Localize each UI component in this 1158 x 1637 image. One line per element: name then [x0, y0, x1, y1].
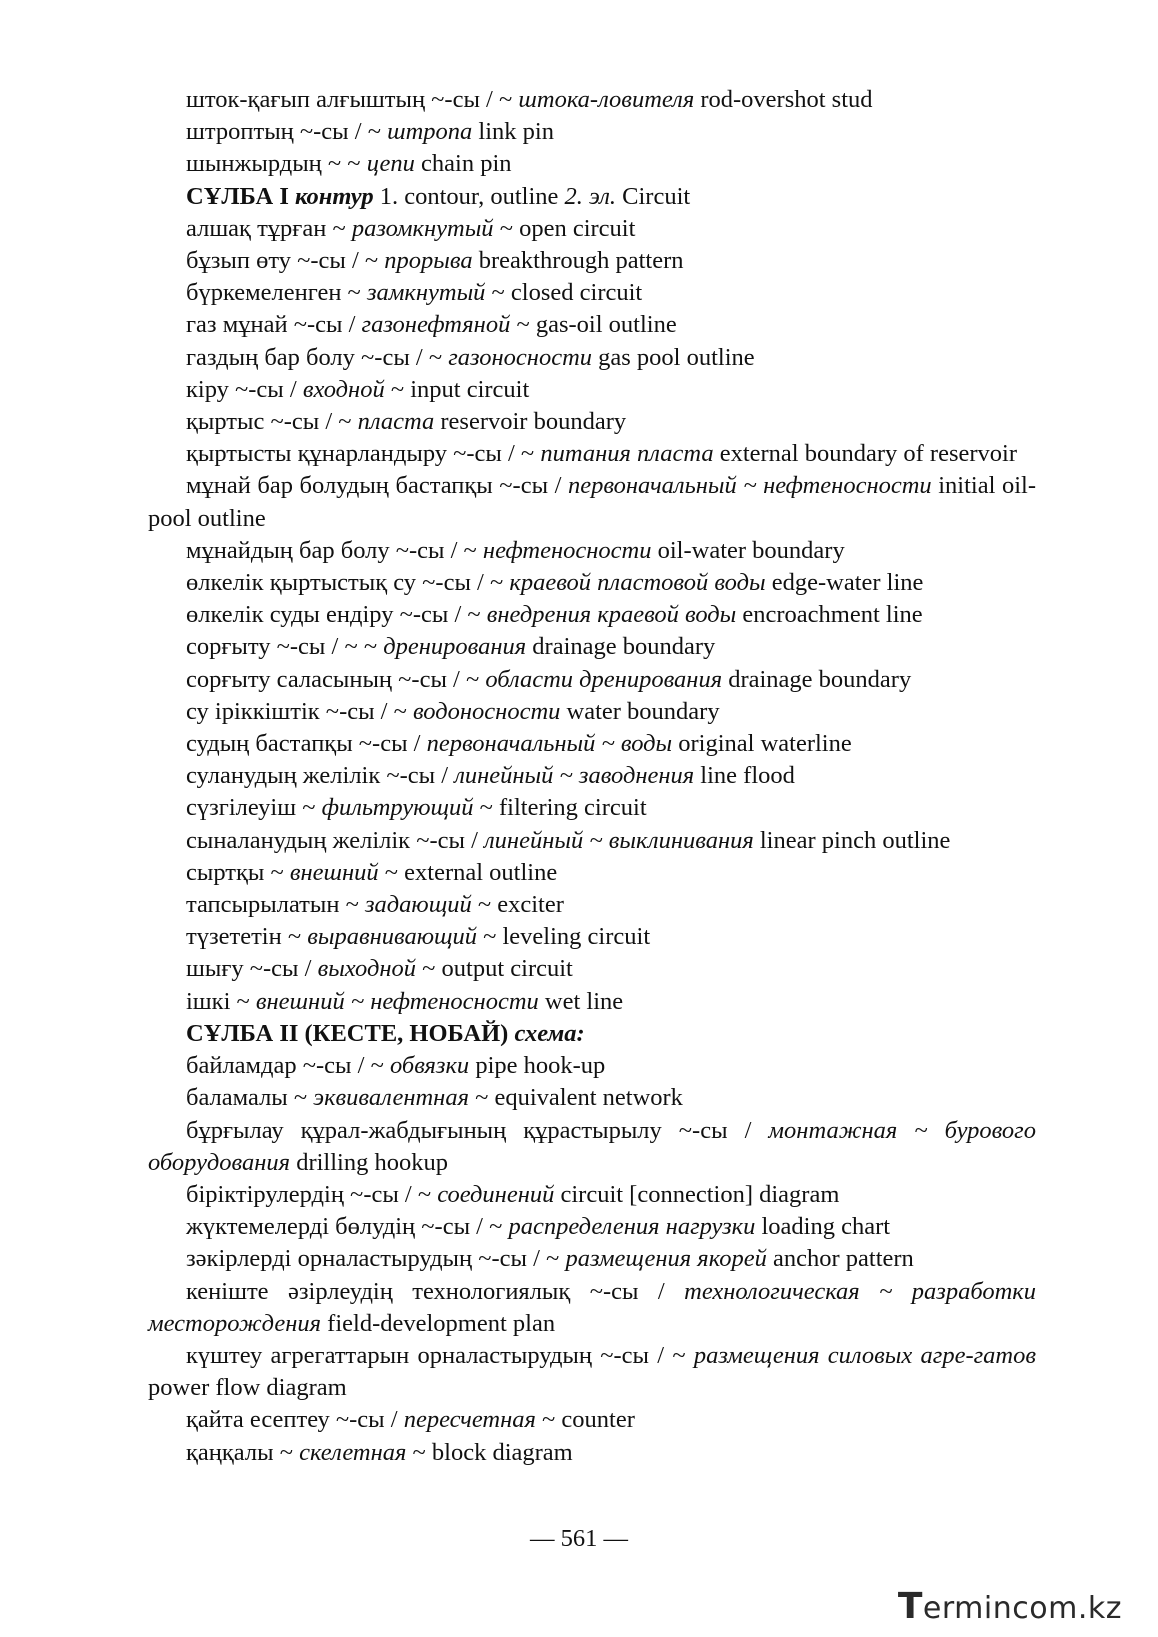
dictionary-entry	[148, 470, 1036, 534]
entry-text: ~ closed circuit	[485, 279, 643, 307]
entry-text: water boundary	[560, 697, 720, 725]
entry-text: сүзгілеуіш ~	[186, 794, 322, 822]
entry-text: circuit [connection] diagram	[554, 1180, 840, 1208]
dictionary-entry	[148, 792, 1036, 824]
russian-term: размещения якорей	[565, 1245, 767, 1273]
entry-text: ~ exciter	[471, 891, 564, 919]
entry-text: anchor pattern	[766, 1245, 914, 1273]
dictionary-entry	[148, 567, 1036, 599]
entry-text: сыналанудың желілік ~-сы /	[186, 826, 484, 854]
headword: СҰЛБА II (КЕСТЕ, НОБАЙ)	[186, 1019, 515, 1047]
entry-text: chain pin	[414, 150, 512, 178]
dictionary-entry	[148, 1243, 1036, 1275]
entry-text: сорғыту саласының ~-сы / ~	[186, 665, 486, 693]
russian-term: монтажная ~ бурового оборудования	[148, 1116, 1036, 1176]
entry-text: су іріккіштік ~-сы / ~	[186, 697, 413, 725]
entry-text: кеніште әзірлеудің технологиялық ~-сы /	[186, 1277, 685, 1305]
termincom-watermark	[898, 1586, 1122, 1627]
entry-text: ~ input circuit	[384, 375, 530, 403]
dictionary-entry	[148, 116, 1036, 148]
entry-text: ~ leveling circuit	[477, 923, 651, 951]
entry-text: loading chart	[755, 1213, 891, 1241]
entry-text: oil-water boundary	[651, 536, 845, 564]
entry-text: шток-қағып алғыштың ~-сы / ~	[186, 86, 519, 113]
entry-text: reservoir boundary	[434, 408, 627, 436]
entry-text: rod-overshot stud	[694, 86, 873, 113]
entry-text: газ мұнай ~-сы /	[186, 311, 362, 339]
dictionary-entry	[148, 760, 1036, 792]
dictionary-entry	[148, 245, 1036, 277]
entry-text: мұнайдың бар болу ~-сы / ~	[186, 536, 483, 564]
entry-text: бұрғылау құрал-жабдығының құрастырылу ~-сы /	[186, 1116, 769, 1144]
russian-term: питания пласта	[540, 440, 714, 468]
entry-text: ~ gas-oil outline	[510, 311, 677, 339]
russian-term: соединений	[437, 1180, 555, 1208]
dictionary-entry	[148, 309, 1036, 341]
dictionary-entry	[148, 342, 1036, 374]
entry-text: 1. contour, outline	[373, 182, 565, 210]
page-number: — 561 —	[530, 1525, 628, 1552]
entry-text: жүктемелерді бөлудің ~-сы / ~	[186, 1213, 509, 1241]
entry-text: қыртыс ~-сы / ~	[186, 408, 358, 436]
russian-term: внешний	[289, 858, 379, 886]
headword: СҰЛБА I	[186, 182, 295, 210]
entry-text: drilling hookup	[290, 1148, 448, 1176]
russian-term: газоносности	[448, 343, 593, 371]
russian-term: краевой пластовой воды	[509, 569, 766, 597]
entry-text: power flow diagram	[148, 1374, 347, 1402]
entry-text: link pin	[472, 118, 554, 146]
entry-text: түзететін ~	[186, 923, 308, 951]
entry-text: edge-water line	[765, 569, 924, 597]
dictionary-entry	[148, 374, 1036, 406]
entry-text: ~ external outline	[378, 858, 558, 886]
entry-text: Circuit	[616, 182, 691, 210]
dictionary-entry	[148, 535, 1036, 567]
dictionary-entry	[148, 1276, 1036, 1340]
dictionary-entry	[148, 1082, 1036, 1114]
entry-text: біріктірулердің ~-сы / ~	[186, 1180, 438, 1208]
dictionary-entry	[148, 889, 1036, 921]
russian-term: распределения нагрузки	[508, 1213, 756, 1241]
dictionary-entry	[148, 986, 1036, 1018]
entry-text: қаңқалы ~	[186, 1438, 300, 1466]
entry-text: күштеу агрегаттарын орналастырудың ~-сы / ~	[186, 1341, 694, 1369]
dictionary-entry	[148, 631, 1036, 663]
russian-term: линейный ~ заводнения	[454, 762, 695, 790]
russian-term: прорыва	[384, 247, 473, 275]
russian-term: входной	[302, 375, 385, 403]
entry-text: ішкі ~	[186, 987, 256, 1015]
entry-text: бүркемеленген ~	[186, 279, 367, 307]
russian-term: линейный ~ выклинивания	[484, 826, 754, 854]
russian-term: штропа	[387, 118, 473, 146]
russian-term: первоначальный ~ воды	[426, 730, 673, 758]
russian-term: штока-ловителя	[518, 86, 695, 113]
entry-text: сыртқы ~	[186, 858, 290, 886]
russian-term: выравнивающий	[307, 923, 477, 951]
entry-text: drainage boundary	[526, 633, 716, 661]
dictionary-entry	[148, 664, 1036, 696]
entry-text: зәкірлерді орналастырудың ~-сы / ~	[186, 1245, 566, 1273]
dictionary-entry	[148, 406, 1036, 438]
russian-term: нефтеносности	[482, 536, 652, 564]
entry-text: тапсырылатын ~	[186, 891, 365, 919]
dictionary-entry	[148, 1018, 1036, 1050]
entry-text: initial oil-pool outline	[148, 472, 1036, 532]
dictionary-entry	[148, 181, 1036, 213]
dictionary-entry	[148, 1404, 1036, 1436]
dictionary-entry	[148, 438, 1036, 470]
russian-term: обвязки	[389, 1052, 470, 1080]
entry-text: ~ open circuit	[493, 214, 636, 242]
entry-text: суланудың желілік ~-сы /	[186, 762, 455, 790]
entry-text: судың бастапқы ~-сы /	[186, 730, 427, 758]
russian-term: технологическая ~ разработки месторождения	[148, 1277, 1036, 1337]
russian-term: размещения силовых агре-гатов	[693, 1341, 1036, 1369]
dictionary-entry	[148, 84, 1036, 116]
entry-text: газдың бар болу ~-сы / ~	[186, 343, 449, 371]
headword: схема:	[514, 1019, 585, 1047]
dictionary-entry	[148, 825, 1036, 857]
russian-term: замкнутый	[366, 279, 486, 307]
entry-text: pipe hook-up	[469, 1052, 606, 1080]
russian-term: газонефтяной	[361, 311, 511, 339]
entry-text: ~ filtering circuit	[473, 794, 647, 822]
dictionary-entry	[148, 1050, 1036, 1082]
entry-text: өлкелік қыртыстық су ~-сы / ~	[186, 569, 510, 597]
entry-text: алшақ тұрған ~	[186, 214, 352, 242]
entry-text: байламдар ~-сы / ~	[186, 1052, 390, 1080]
russian-term: водоносности	[413, 697, 561, 725]
entry-text: wet line	[538, 987, 624, 1015]
entry-text: қыртысты құнарландыру ~-сы / ~	[186, 440, 541, 468]
entry-text: ~ block diagram	[406, 1438, 573, 1466]
entry-text: шығу ~-сы /	[186, 955, 318, 983]
russian-term: внедрения краевой воды	[486, 601, 737, 629]
entry-text: сорғыту ~-сы / ~ ~	[186, 633, 384, 661]
entry-text: field-development plan	[321, 1309, 556, 1337]
dictionary-entry	[148, 277, 1036, 309]
entry-text: кіру ~-сы /	[186, 375, 303, 403]
entry-text: breakthrough pattern	[472, 247, 684, 275]
dictionary-page-body	[148, 84, 1036, 1469]
entry-text: drainage boundary	[722, 665, 912, 693]
watermark-initial: T	[897, 1586, 923, 1627]
dictionary-entry	[148, 1211, 1036, 1243]
entry-text: original waterline	[672, 730, 852, 758]
russian-term: внешний ~ нефтеносности	[255, 987, 539, 1015]
entry-text: өлкелік суды ендіру ~-сы / ~	[186, 601, 487, 629]
entry-text: штроптың ~-сы / ~	[186, 118, 388, 146]
russian-term: цепи	[366, 150, 415, 178]
russian-term: 2. эл.	[564, 182, 617, 210]
entry-text: external boundary of reservoir	[713, 440, 1017, 468]
russian-term: выходной	[317, 955, 417, 983]
entry-text: ~ counter	[535, 1406, 635, 1434]
russian-term: первоначальный ~ нефтеносности	[567, 472, 932, 500]
entry-text: шынжырдың ~ ~	[186, 150, 367, 178]
dictionary-entry	[148, 1437, 1036, 1469]
dictionary-entry	[148, 696, 1036, 728]
dictionary-entry	[148, 213, 1036, 245]
russian-term: фильтрующий	[321, 794, 474, 822]
dictionary-entry	[148, 921, 1036, 953]
entry-text: line flood	[694, 762, 795, 790]
entry-text: ~ equivalent network	[468, 1084, 683, 1112]
entry-text: linear pinch outline	[753, 826, 951, 854]
russian-term: скелетная	[299, 1438, 407, 1466]
headword: контур	[295, 182, 374, 210]
russian-term: области дренирования	[485, 665, 723, 693]
dictionary-entry	[148, 1340, 1036, 1404]
russian-term: пласта	[357, 408, 435, 436]
entry-text: мұнай бар болудың бастапқы ~-сы /	[186, 472, 568, 500]
russian-term: пересчетная	[403, 1406, 536, 1434]
russian-term: разомкнутый	[351, 214, 494, 242]
dictionary-entry	[148, 599, 1036, 631]
entry-text: қайта есептеу ~-сы /	[186, 1406, 404, 1434]
dictionary-entry	[148, 857, 1036, 889]
watermark-text: ermincom.kz	[922, 1591, 1122, 1626]
russian-term: дренирования	[383, 633, 527, 661]
russian-term: задающий	[364, 891, 472, 919]
dictionary-entry	[148, 1179, 1036, 1211]
entry-text: баламалы ~	[186, 1084, 314, 1112]
entry-text: бұзып өту ~-сы / ~	[186, 247, 385, 275]
dictionary-entry	[148, 148, 1036, 180]
dictionary-entry	[148, 953, 1036, 985]
russian-term: эквивалентная	[313, 1084, 469, 1112]
dictionary-entry	[148, 1115, 1036, 1179]
dictionary-entry	[148, 728, 1036, 760]
entry-text: gas pool outline	[592, 343, 755, 371]
entry-text: encroachment line	[736, 601, 923, 629]
entry-text: ~ output circuit	[416, 955, 573, 983]
